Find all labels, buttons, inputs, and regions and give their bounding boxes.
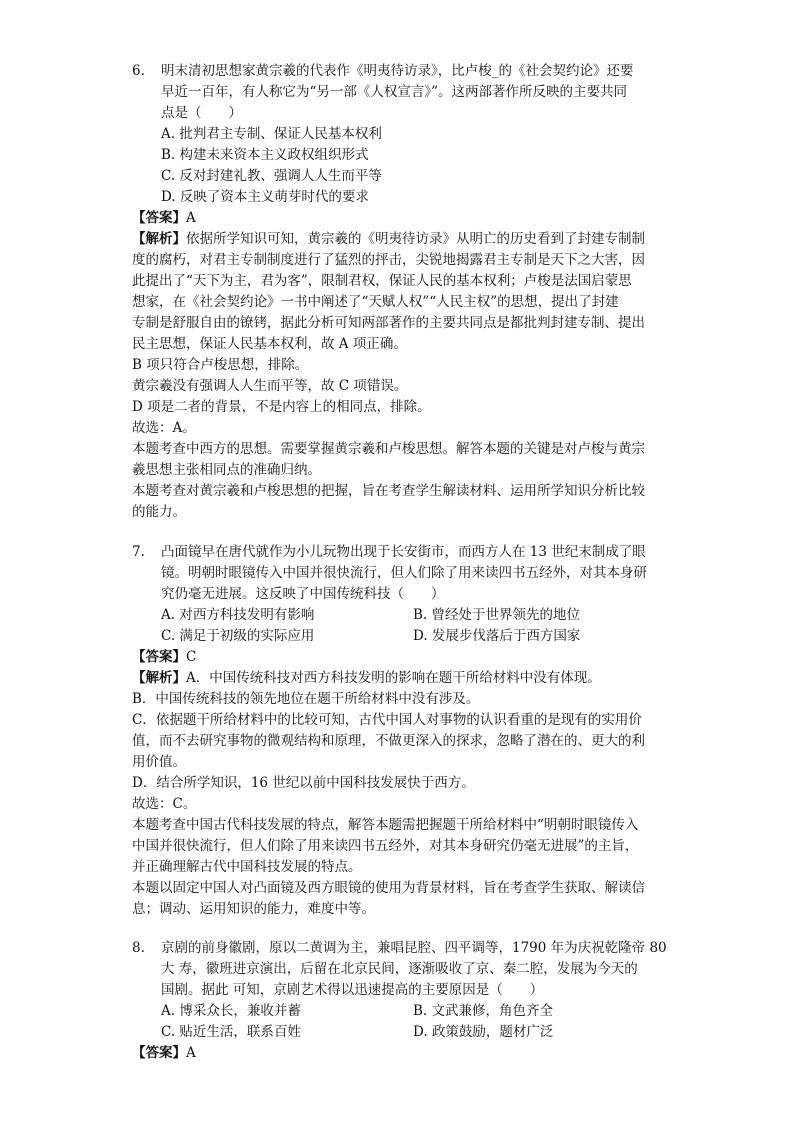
analysis-line: 【解析】A．中国传统科技对西方科技发明的影响在题干所给材料中没有体现。 (132, 670, 601, 686)
option-a: A. 博采众长，兼收并蓄 (161, 1003, 301, 1019)
option-d: D. 发展步伐落后于西方国家 (413, 628, 581, 644)
answer-value: A (186, 1045, 196, 1061)
analysis-line: 值，而不去研究事物的微观结构和原理，不做更深入的探求，忽略了潜在的、更大的利 (132, 733, 645, 749)
analysis-tag: 【解析】 (132, 231, 186, 247)
question-stem-line: 京剧的前身徽剧，原以二黄调为主，兼唱昆腔、四平调等，1790 年为庆祝乾隆帝 80 (161, 940, 667, 956)
question-stem-line: 凸面镜早在唐代就作为小儿玩物出现于长安街市，而西方人在 13 世纪末制成了眼 (161, 544, 646, 560)
analysis-line: 此提出了“天下为主，君为客”，限制君权，保证人民的基本权利；卢梭是法国启蒙思 (132, 273, 632, 289)
answer-tag: 【答案】 (132, 1045, 186, 1061)
answer-line (132, 647, 677, 668)
option-a: A. 批判君主专制、保证人民基本权利 (161, 126, 382, 142)
answer-tag: 【答案】 (132, 210, 186, 226)
analysis-line: 用价值。 (132, 754, 186, 770)
analysis-line: D 项是二者的背景，不是内容上的相同点，排除。 (132, 399, 431, 415)
option-b: B. 文武兼修，角色齐全 (413, 1003, 554, 1019)
question-stem-line: 早近一百年，有人称它为“另一部《人权宣言》”。这两部著作所反映的主要共同 (161, 84, 628, 100)
analysis-line: 专制是舒服自由的镣铐，据此分析可知两部著作的主要共同点是都批判封建专制、提出 (132, 315, 645, 331)
analysis-line: 故选：A。 (132, 420, 196, 436)
option-b: B. 曾经处于世界领先的地位 (413, 607, 581, 623)
analysis-line: 中国并很快流行，但人们除了用来读四书五经外，对其本身研究仍毫无进展”的主旨， (132, 838, 639, 854)
answer-tag: 【答案】 (132, 649, 186, 665)
answer-value: C (186, 649, 197, 665)
option-d: D. 政策鼓励，题材广泛 (413, 1024, 554, 1040)
option-c: C. 反对封建礼教、强调人人生而平等 (161, 168, 382, 184)
analysis-line: 本题考查中国古代科技发展的特点，解答本题需把握题干所给材料中“明朝时眼镜传入 (132, 817, 639, 833)
answer-line (132, 1043, 677, 1064)
option-c: C. 满足于初级的实际应用 (161, 628, 315, 644)
question-stem-line: 大 寿，徽班进京演出，后留在北京民间，逐渐吸收了京、秦二腔，发展为今天的 (161, 961, 638, 977)
option-c: C. 贴近生活，联系百姓 (161, 1024, 301, 1040)
analysis-line: 黄宗羲没有强调人人生而平等，故 C 项错误。 (132, 378, 408, 394)
analysis-line: 并正确理解古代中国科技发展的特点。 (132, 859, 362, 875)
analysis-line: 故选：C。 (132, 796, 197, 812)
answer-value: A (186, 210, 196, 226)
option-b: B. 构建未来资本主义政权组织形式 (161, 147, 369, 163)
option-d: D. 反映了资本主义萌芽时代的要求 (161, 189, 369, 205)
question-stem-line: 点是（ ） (161, 105, 242, 121)
analysis-line: 度的腐朽，对君主专制制度进行了猛烈的抨击，尖锐地揭露君主专制是天下之大害，因 (132, 252, 645, 268)
analysis-line: 的能力。 (132, 504, 186, 520)
analysis-line: 羲思想主张相同点的准确归纳。 (132, 462, 321, 478)
analysis-tag: 【解析】 (132, 670, 186, 686)
analysis-line: B．中国传统科技的领先地位在题干所给材料中没有涉及。 (132, 691, 480, 707)
analysis-line: B 项只符合卢梭思想，排除。 (132, 357, 309, 373)
answer-line (132, 208, 677, 229)
analysis-line: C．依据题干所给材料中的比较可知，古代中国人对事物的认识看重的是现有的实用价 (132, 712, 642, 728)
analysis-line: 本题以固定中国人对凸面镜及西方眼镜的使用为背景材料，旨在考查学生获取、解读信 (132, 880, 645, 896)
question-stem-line: 镜。明朝时眼镜传入中国并很快流行，但人们除了用来读四书五经外，对其本身研 (161, 565, 647, 581)
analysis-line: 民主思想，保证人民基本权利，故 A 项正确。 (132, 336, 407, 352)
analysis-line: D．结合所学知识，16 世纪以前中国科技发展快于西方。 (132, 775, 475, 791)
question-number: 7. (132, 544, 145, 560)
question-number: 6. (132, 63, 145, 79)
analysis-line: 本题考查中西方的思想。需要掌握黄宗羲和卢梭思想。解答本题的关键是对卢梭与黄宗 (132, 441, 645, 457)
analysis-line: 【解析】依据所学知识可知，黄宗羲的《明夷待访录》从明亡的历史看到了封建专制制 (132, 231, 645, 247)
question-stem-line: 国剧。据此 可知，京剧艺术得以迅速提高的主要原因是（ ） (161, 982, 544, 998)
question-stem-line: 明末清初思想家黄宗羲的代表作《明夷待访录》，比卢梭_的《社会契约论》还要 (161, 63, 634, 79)
analysis-line: 想家，在《社会契约论》一书中阐述了“天赋人权”“人民主权”的思想，提出了封建 (132, 294, 619, 310)
analysis-line: 本题考查对黄宗羲和卢梭思想的把握，旨在考查学生解读材料、运用所学知识分析比较 (132, 483, 645, 499)
question-stem-line: 究仍毫无进展。这反映了中国传统科技（ ） (161, 586, 445, 602)
option-a: A. 对西方科技发明有影响 (161, 607, 315, 623)
question-number: 8. (132, 940, 145, 956)
analysis-line: 息；调动、运用知识的能力，难度中等。 (132, 901, 375, 917)
